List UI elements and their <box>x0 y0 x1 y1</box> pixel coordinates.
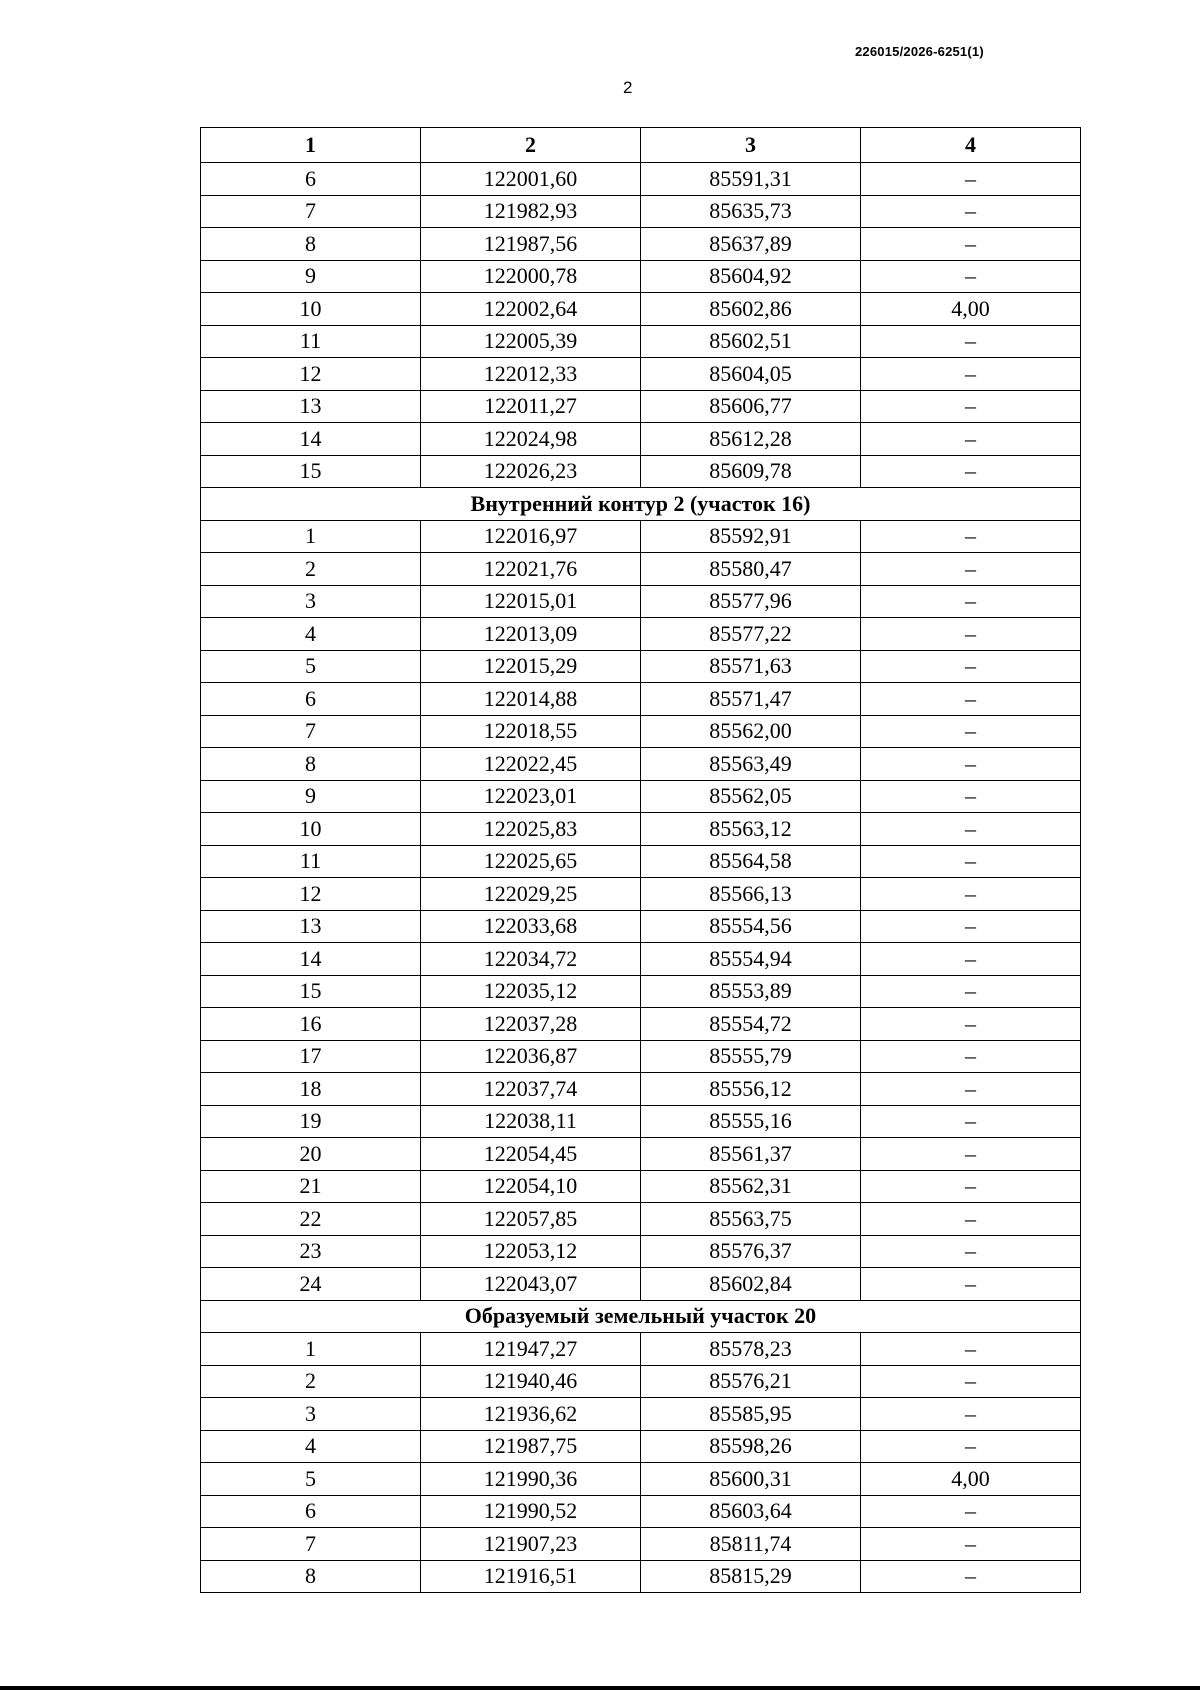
x-coordinate-cell: 122038,11 <box>421 1105 641 1138</box>
point-number-cell: 18 <box>201 1073 421 1106</box>
table-row <box>201 1073 1081 1106</box>
table-row <box>201 455 1081 488</box>
table-row <box>201 813 1081 846</box>
x-coordinate-cell: 122057,85 <box>421 1203 641 1236</box>
x-coordinate-cell: 122025,65 <box>421 845 641 878</box>
point-number-cell: 12 <box>201 878 421 911</box>
point-number-cell: 11 <box>201 325 421 358</box>
y-coordinate-cell: 85564,58 <box>641 845 861 878</box>
y-coordinate-cell: 85555,16 <box>641 1105 861 1138</box>
value-cell: 4,00 <box>861 1463 1081 1496</box>
table-row <box>201 975 1081 1008</box>
value-cell: – <box>861 1105 1081 1138</box>
value-cell: – <box>861 618 1081 651</box>
value-cell: – <box>861 715 1081 748</box>
column-header: 4 <box>861 128 1081 163</box>
point-number-cell: 6 <box>201 163 421 196</box>
y-coordinate-cell: 85598,26 <box>641 1430 861 1463</box>
y-coordinate-cell: 85600,31 <box>641 1463 861 1496</box>
x-coordinate-cell: 122016,97 <box>421 520 641 553</box>
table-row <box>201 358 1081 391</box>
table-row <box>201 585 1081 618</box>
x-coordinate-cell: 122023,01 <box>421 780 641 813</box>
table-row <box>201 1203 1081 1236</box>
x-coordinate-cell: 122021,76 <box>421 553 641 586</box>
section-title: Образуемый земельный участок 20 <box>201 1300 1081 1333</box>
point-number-cell: 7 <box>201 195 421 228</box>
y-coordinate-cell: 85577,96 <box>641 585 861 618</box>
value-cell: – <box>861 163 1081 196</box>
value-cell: – <box>861 1560 1081 1593</box>
y-coordinate-cell: 85606,77 <box>641 390 861 423</box>
table-row <box>201 1528 1081 1561</box>
y-coordinate-cell: 85815,29 <box>641 1560 861 1593</box>
value-cell: – <box>861 520 1081 553</box>
point-number-cell: 8 <box>201 228 421 261</box>
point-number-cell: 3 <box>201 585 421 618</box>
y-coordinate-cell: 85571,63 <box>641 650 861 683</box>
table-row <box>201 553 1081 586</box>
x-coordinate-cell: 122037,28 <box>421 1008 641 1041</box>
table-row <box>201 1268 1081 1301</box>
y-coordinate-cell: 85604,92 <box>641 260 861 293</box>
table-row <box>201 1365 1081 1398</box>
x-coordinate-cell: 122022,45 <box>421 748 641 781</box>
y-coordinate-cell: 85571,47 <box>641 683 861 716</box>
point-number-cell: 19 <box>201 1105 421 1138</box>
point-number-cell: 2 <box>201 1365 421 1398</box>
point-number-cell: 10 <box>201 293 421 326</box>
point-number-cell: 2 <box>201 553 421 586</box>
x-coordinate-cell: 122037,74 <box>421 1073 641 1106</box>
x-coordinate-cell: 122025,83 <box>421 813 641 846</box>
value-cell: – <box>861 1495 1081 1528</box>
value-cell: – <box>861 1235 1081 1268</box>
point-number-cell: 7 <box>201 715 421 748</box>
point-number-cell: 4 <box>201 1430 421 1463</box>
x-coordinate-cell: 122053,12 <box>421 1235 641 1268</box>
table-body <box>201 163 1081 1593</box>
y-coordinate-cell: 85592,91 <box>641 520 861 553</box>
x-coordinate-cell: 121940,46 <box>421 1365 641 1398</box>
table-row <box>201 910 1081 943</box>
x-coordinate-cell: 121936,62 <box>421 1398 641 1431</box>
value-cell: – <box>861 1430 1081 1463</box>
value-cell: – <box>861 1170 1081 1203</box>
value-cell: – <box>861 390 1081 423</box>
table-row <box>201 195 1081 228</box>
table-row <box>201 943 1081 976</box>
x-coordinate-cell: 122054,10 <box>421 1170 641 1203</box>
x-coordinate-cell: 122013,09 <box>421 618 641 651</box>
x-coordinate-cell: 122015,01 <box>421 585 641 618</box>
x-coordinate-cell: 122001,60 <box>421 163 641 196</box>
x-coordinate-cell: 122012,33 <box>421 358 641 391</box>
value-cell: – <box>861 1138 1081 1171</box>
y-coordinate-cell: 85562,31 <box>641 1170 861 1203</box>
y-coordinate-cell: 85609,78 <box>641 455 861 488</box>
point-number-cell: 24 <box>201 1268 421 1301</box>
value-cell: – <box>861 1073 1081 1106</box>
value-cell: – <box>861 683 1081 716</box>
x-coordinate-cell: 121990,36 <box>421 1463 641 1496</box>
x-coordinate-cell: 121907,23 <box>421 1528 641 1561</box>
document-id: 226015/2026-6251(1) <box>855 44 984 59</box>
table-row <box>201 715 1081 748</box>
y-coordinate-cell: 85603,64 <box>641 1495 861 1528</box>
y-coordinate-cell: 85554,56 <box>641 910 861 943</box>
value-cell: – <box>861 260 1081 293</box>
point-number-cell: 20 <box>201 1138 421 1171</box>
y-coordinate-cell: 85602,51 <box>641 325 861 358</box>
table-header <box>201 128 1081 163</box>
x-coordinate-cell: 122035,12 <box>421 975 641 1008</box>
point-number-cell: 9 <box>201 260 421 293</box>
point-number-cell: 14 <box>201 943 421 976</box>
point-number-cell: 17 <box>201 1040 421 1073</box>
table-row <box>201 390 1081 423</box>
x-coordinate-cell: 121990,52 <box>421 1495 641 1528</box>
point-number-cell: 6 <box>201 683 421 716</box>
value-cell: – <box>861 1398 1081 1431</box>
point-number-cell: 22 <box>201 1203 421 1236</box>
value-cell: – <box>861 1333 1081 1366</box>
point-number-cell: 5 <box>201 650 421 683</box>
point-number-cell: 15 <box>201 975 421 1008</box>
value-cell: – <box>861 585 1081 618</box>
table-row <box>201 683 1081 716</box>
x-coordinate-cell: 122043,07 <box>421 1268 641 1301</box>
page-number: 2 <box>623 78 633 97</box>
point-number-cell: 6 <box>201 1495 421 1528</box>
section-title: Внутренний контур 2 (участок 16) <box>201 488 1081 521</box>
value-cell: – <box>861 1365 1081 1398</box>
column-header: 3 <box>641 128 861 163</box>
table-row <box>201 1105 1081 1138</box>
x-coordinate-cell: 122015,29 <box>421 650 641 683</box>
y-coordinate-cell: 85556,12 <box>641 1073 861 1106</box>
value-cell: – <box>861 878 1081 911</box>
y-coordinate-cell: 85580,47 <box>641 553 861 586</box>
point-number-cell: 8 <box>201 748 421 781</box>
x-coordinate-cell: 122036,87 <box>421 1040 641 1073</box>
x-coordinate-cell: 122024,98 <box>421 423 641 456</box>
value-cell: – <box>861 813 1081 846</box>
point-number-cell: 15 <box>201 455 421 488</box>
table-row <box>201 1463 1081 1496</box>
point-number-cell: 21 <box>201 1170 421 1203</box>
x-coordinate-cell: 122014,88 <box>421 683 641 716</box>
value-cell: – <box>861 455 1081 488</box>
y-coordinate-cell: 85585,95 <box>641 1398 861 1431</box>
point-number-cell: 13 <box>201 910 421 943</box>
table-row <box>201 228 1081 261</box>
point-number-cell: 5 <box>201 1463 421 1496</box>
value-cell: – <box>861 553 1081 586</box>
y-coordinate-cell: 85553,89 <box>641 975 861 1008</box>
table-row <box>201 1560 1081 1593</box>
point-number-cell: 7 <box>201 1528 421 1561</box>
x-coordinate-cell: 122005,39 <box>421 325 641 358</box>
value-cell: – <box>861 1203 1081 1236</box>
table-row <box>201 260 1081 293</box>
value-cell: – <box>861 845 1081 878</box>
point-number-cell: 3 <box>201 1398 421 1431</box>
table-row <box>201 618 1081 651</box>
table-row <box>201 1040 1081 1073</box>
y-coordinate-cell: 85563,12 <box>641 813 861 846</box>
point-number-cell: 1 <box>201 520 421 553</box>
table-row <box>201 1008 1081 1041</box>
y-coordinate-cell: 85602,86 <box>641 293 861 326</box>
table-row <box>201 748 1081 781</box>
y-coordinate-cell: 85612,28 <box>641 423 861 456</box>
point-number-cell: 1 <box>201 1333 421 1366</box>
coordinates-table <box>200 127 1081 1593</box>
point-number-cell: 16 <box>201 1008 421 1041</box>
point-number-cell: 10 <box>201 813 421 846</box>
x-coordinate-cell: 121987,75 <box>421 1430 641 1463</box>
value-cell: – <box>861 228 1081 261</box>
y-coordinate-cell: 85576,37 <box>641 1235 861 1268</box>
column-header: 2 <box>421 128 641 163</box>
y-coordinate-cell: 85562,05 <box>641 780 861 813</box>
y-coordinate-cell: 85563,75 <box>641 1203 861 1236</box>
x-coordinate-cell: 122002,64 <box>421 293 641 326</box>
table-row <box>201 293 1081 326</box>
x-coordinate-cell: 122000,78 <box>421 260 641 293</box>
x-coordinate-cell: 122011,27 <box>421 390 641 423</box>
y-coordinate-cell: 85637,89 <box>641 228 861 261</box>
y-coordinate-cell: 85578,23 <box>641 1333 861 1366</box>
y-coordinate-cell: 85635,73 <box>641 195 861 228</box>
y-coordinate-cell: 85563,49 <box>641 748 861 781</box>
value-cell: – <box>861 943 1081 976</box>
y-coordinate-cell: 85554,72 <box>641 1008 861 1041</box>
value-cell: – <box>861 325 1081 358</box>
point-number-cell: 23 <box>201 1235 421 1268</box>
point-number-cell: 9 <box>201 780 421 813</box>
y-coordinate-cell: 85555,79 <box>641 1040 861 1073</box>
table-row <box>201 1138 1081 1171</box>
y-coordinate-cell: 85577,22 <box>641 618 861 651</box>
table-row <box>201 325 1081 358</box>
header-row <box>201 128 1081 163</box>
y-coordinate-cell: 85554,94 <box>641 943 861 976</box>
x-coordinate-cell: 122034,72 <box>421 943 641 976</box>
section-row <box>201 488 1081 521</box>
table-row <box>201 1430 1081 1463</box>
value-cell: – <box>861 748 1081 781</box>
table-row <box>201 520 1081 553</box>
value-cell: – <box>861 780 1081 813</box>
point-number-cell: 11 <box>201 845 421 878</box>
table-row <box>201 1495 1081 1528</box>
value-cell: – <box>861 1008 1081 1041</box>
x-coordinate-cell: 122026,23 <box>421 455 641 488</box>
y-coordinate-cell: 85562,00 <box>641 715 861 748</box>
x-coordinate-cell: 121947,27 <box>421 1333 641 1366</box>
x-coordinate-cell: 121982,93 <box>421 195 641 228</box>
table-row <box>201 780 1081 813</box>
table-row <box>201 1170 1081 1203</box>
value-cell: – <box>861 1040 1081 1073</box>
y-coordinate-cell: 85604,05 <box>641 358 861 391</box>
y-coordinate-cell: 85561,37 <box>641 1138 861 1171</box>
point-number-cell: 8 <box>201 1560 421 1593</box>
y-coordinate-cell: 85602,84 <box>641 1268 861 1301</box>
x-coordinate-cell: 122018,55 <box>421 715 641 748</box>
value-cell: – <box>861 975 1081 1008</box>
column-header: 1 <box>201 128 421 163</box>
value-cell: – <box>861 650 1081 683</box>
y-coordinate-cell: 85576,21 <box>641 1365 861 1398</box>
value-cell: – <box>861 358 1081 391</box>
table-row <box>201 423 1081 456</box>
table-row <box>201 1398 1081 1431</box>
value-cell: – <box>861 423 1081 456</box>
table-row <box>201 878 1081 911</box>
section-row <box>201 1300 1081 1333</box>
bottom-scan-rule <box>0 1686 1200 1690</box>
table-row <box>201 650 1081 683</box>
value-cell: – <box>861 1528 1081 1561</box>
y-coordinate-cell: 85566,13 <box>641 878 861 911</box>
x-coordinate-cell: 122029,25 <box>421 878 641 911</box>
point-number-cell: 4 <box>201 618 421 651</box>
x-coordinate-cell: 122054,45 <box>421 1138 641 1171</box>
table-row <box>201 1333 1081 1366</box>
x-coordinate-cell: 121987,56 <box>421 228 641 261</box>
value-cell: – <box>861 910 1081 943</box>
value-cell: 4,00 <box>861 293 1081 326</box>
table-row <box>201 1235 1081 1268</box>
x-coordinate-cell: 121916,51 <box>421 1560 641 1593</box>
value-cell: – <box>861 195 1081 228</box>
y-coordinate-cell: 85591,31 <box>641 163 861 196</box>
y-coordinate-cell: 85811,74 <box>641 1528 861 1561</box>
point-number-cell: 13 <box>201 390 421 423</box>
value-cell: – <box>861 1268 1081 1301</box>
x-coordinate-cell: 122033,68 <box>421 910 641 943</box>
table-row <box>201 845 1081 878</box>
point-number-cell: 14 <box>201 423 421 456</box>
point-number-cell: 12 <box>201 358 421 391</box>
table-row <box>201 163 1081 196</box>
